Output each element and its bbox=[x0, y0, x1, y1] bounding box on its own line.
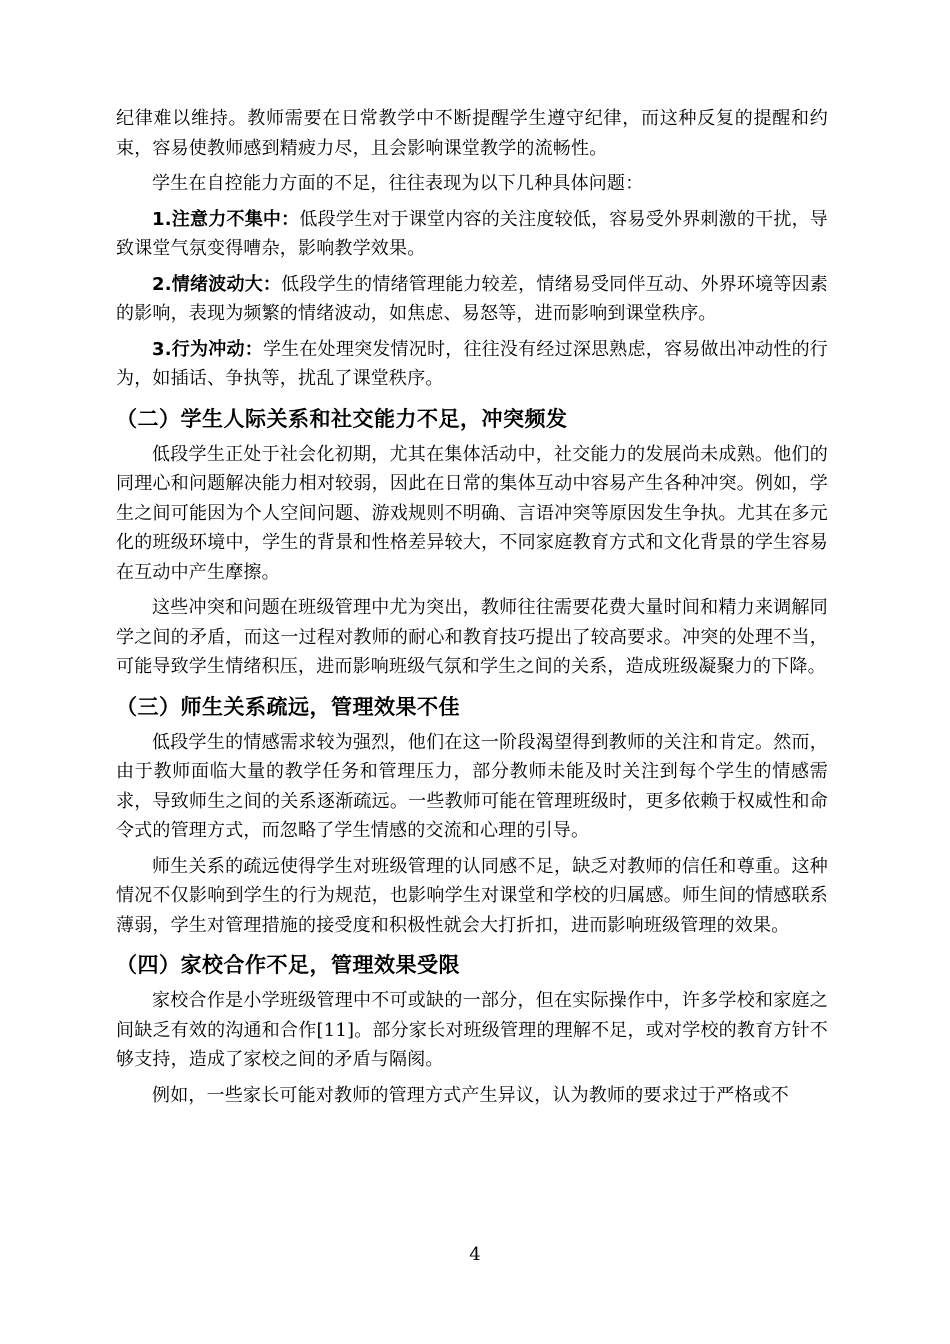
list-item bbox=[116, 205, 828, 264]
list-item-text: 低段学生对于课堂内容的关注度较低，容易受外界刺激的干扰，导致课堂气氛变得嘈杂，影响教学效果。 bbox=[116, 208, 829, 259]
document-body bbox=[116, 104, 828, 1110]
section-heading: （二）学生人际关系和社交能力不足，冲突频发 bbox=[116, 406, 568, 431]
list-item-label: 2.情绪波动大： bbox=[152, 273, 282, 295]
list-item-label: 1.注意力不集中： bbox=[152, 208, 300, 230]
paragraph: 家校合作是小学班级管理中不可或缺的一部分，但在实际操作中，许多学校和家庭之间缺乏有效的沟通和合作[11]。部分家长对班级管理的理解不足，或对学校的教育方针不够支持，造成了家校之间的矛盾与隔阂。 bbox=[116, 990, 828, 1070]
list-item-label: 3.行为冲动： bbox=[152, 338, 263, 360]
paragraph: 师生关系的疏远使得学生对班级管理的认同感不足，缺乏对教师的信任和尊重。这种情况不仅影响到学生的行为规范，也影响学生对课堂和学校的归属感。师生间的情感联系薄弱，学生对管理措施的接受度和积极性就会大打折扣，进而影响班级管理的效果。 bbox=[116, 855, 828, 936]
paragraph: 低段学生正处于社会化初期，尤其在集体活动中，社交能力的发展尚未成熟。他们的同理心和问题解决能力相对较弱，因此在日常的集体互动中容易产生各种冲突。例如，学生之间可能因为个人空间问题、游戏规则不明确、言语冲突等原因发生争执。尤其在多元化的班级环境中，学生的背景和性格差异较大，不同家庭教育方式和文化背景的学生容易在互动中产生摩擦。 bbox=[116, 443, 828, 583]
paragraph: 低段学生的情感需求较为强烈，他们在这一阶段渴望得到教师的关注和肯定。然而，由于教师面临大量的教学任务和管理压力，部分教师未能及时关注到每个学生的情感需求，导致师生之间的关系逐渐疏远。一些教师可能在管理班级时，更多依赖于权威性和命令式的管理方式，而忽略了学生情感的交流和心理的引导。 bbox=[116, 731, 828, 841]
paragraph: 纪律难以维持。教师需要在日常教学中不断提醒学生遵守纪律，而这种反复的提醒和约束，容易使教师感到精疲力尽，且会影响课堂教学的流畅性。 bbox=[116, 108, 828, 159]
list-item bbox=[116, 335, 828, 394]
section-heading: （三）师生关系疏远，管理效果不佳 bbox=[116, 694, 460, 719]
page-number: 4 bbox=[469, 1244, 481, 1265]
section-heading: （四）家校合作不足，管理效果受限 bbox=[116, 953, 460, 977]
list-item-text: 学生在处理突发情况时，往往没有经过深思熟虑，容易做出冲动性的行为，如插话、争执等，扰乱了课堂秩序。 bbox=[116, 338, 828, 389]
paragraph: 这些冲突和问题在班级管理中尤为突出，教师往往需要花费大量时间和精力来调解同学之间的矛盾，而这一过程对教师的耐心和教育技巧提出了较高要求。冲突的处理不当，可能导致学生情绪积压，进而影响班级气氛和学生之间的关系，造成班级凝聚力的下降。 bbox=[116, 597, 828, 677]
list-item bbox=[116, 270, 828, 329]
paragraph: 例如，一些家长可能对教师的管理方式产生异议，认为教师的要求过于严格或不 bbox=[152, 1084, 789, 1106]
paragraph: 学生在自控能力方面的不足，往往表现为以下几种具体问题： bbox=[152, 173, 644, 194]
list-item-text: 低段学生的情绪管理能力较差，情绪易受同伴互动、外界环境等因素的影响，表现为频繁的情绪波动，如焦虑、易怒等，进而影响到课堂秩序。 bbox=[116, 273, 828, 324]
